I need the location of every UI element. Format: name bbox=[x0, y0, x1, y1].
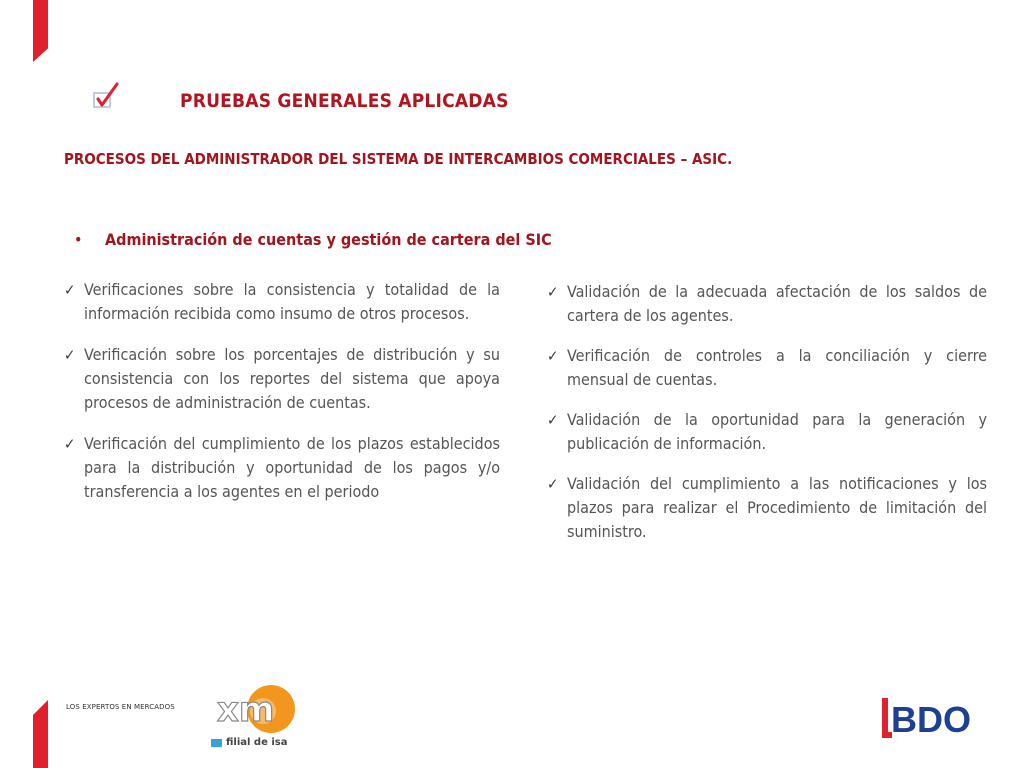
bottom-left-red-stripe bbox=[33, 700, 48, 768]
list-item-text: Verificación de controles a la conciliación y cierre mensual de cuentas. bbox=[567, 346, 987, 389]
list-item bbox=[547, 408, 987, 456]
checkmark-icon: ✓ bbox=[64, 281, 76, 299]
section-heading: Administración de cuentas y gestión de cartera del SIC bbox=[105, 230, 552, 249]
top-left-red-stripe bbox=[33, 0, 48, 62]
xm-logo bbox=[66, 684, 306, 750]
checkmark-icon: ✓ bbox=[64, 346, 76, 364]
list-item-text: Validación del cumplimiento a las notificaciones y los plazos para realizar el Procedimiento de limitación del suministro. bbox=[567, 474, 987, 541]
list-item-text: Verificaciones sobre la consistencia y totalidad de la información recibida como insumo de otros procesos. bbox=[84, 280, 500, 323]
checkmark-icon: ✓ bbox=[547, 411, 559, 429]
list-item bbox=[64, 432, 500, 504]
xm-blue-square bbox=[211, 739, 222, 747]
xm-tagline: LOS EXPERTOS EN MERCADOS bbox=[66, 703, 175, 711]
xm-subline: filial de isa bbox=[226, 737, 288, 748]
checkmark-icon: ✓ bbox=[547, 347, 559, 365]
bullet-icon: • bbox=[74, 230, 83, 249]
checkmark-icon: ✓ bbox=[64, 435, 76, 453]
checkmark-icon: ✓ bbox=[547, 475, 559, 493]
bdo-logo bbox=[876, 695, 994, 743]
list-item-text: Validación de la oportunidad para la generación y publicación de información. bbox=[567, 410, 987, 453]
page-title: PRUEBAS GENERALES APLICADAS bbox=[180, 90, 509, 112]
list-item-text: Validación de la adecuada afectación de los saldos de cartera de los agentes. bbox=[567, 282, 987, 325]
list-item bbox=[547, 280, 987, 328]
xm-mark-text: xm bbox=[217, 690, 275, 730]
list-item-text: Verificación del cumplimiento de los plazos establecidos para la distribución y oportunidad de los pagos y/o transferencia a los agentes en el periodo bbox=[84, 434, 500, 501]
list-item bbox=[547, 472, 987, 544]
left-checklist bbox=[64, 278, 500, 521]
list-item bbox=[64, 343, 500, 415]
xm-logo-mark bbox=[211, 684, 303, 734]
bdo-logo-text: BDO bbox=[891, 699, 971, 740]
page-subtitle: PROCESOS DEL ADMINISTRADOR DEL SISTEMA DE INTERCAMBIOS COMERCIALES – ASIC. bbox=[64, 150, 733, 168]
checkbox-check-icon bbox=[92, 82, 122, 112]
right-checklist bbox=[547, 280, 987, 560]
checkmark-icon: ✓ bbox=[547, 283, 559, 301]
list-item bbox=[64, 278, 500, 326]
list-item bbox=[547, 344, 987, 392]
list-item-text: Verificación sobre los porcentajes de distribución y su consistencia con los reportes del sistema que apoya procesos de administración de cuentas. bbox=[84, 345, 500, 412]
